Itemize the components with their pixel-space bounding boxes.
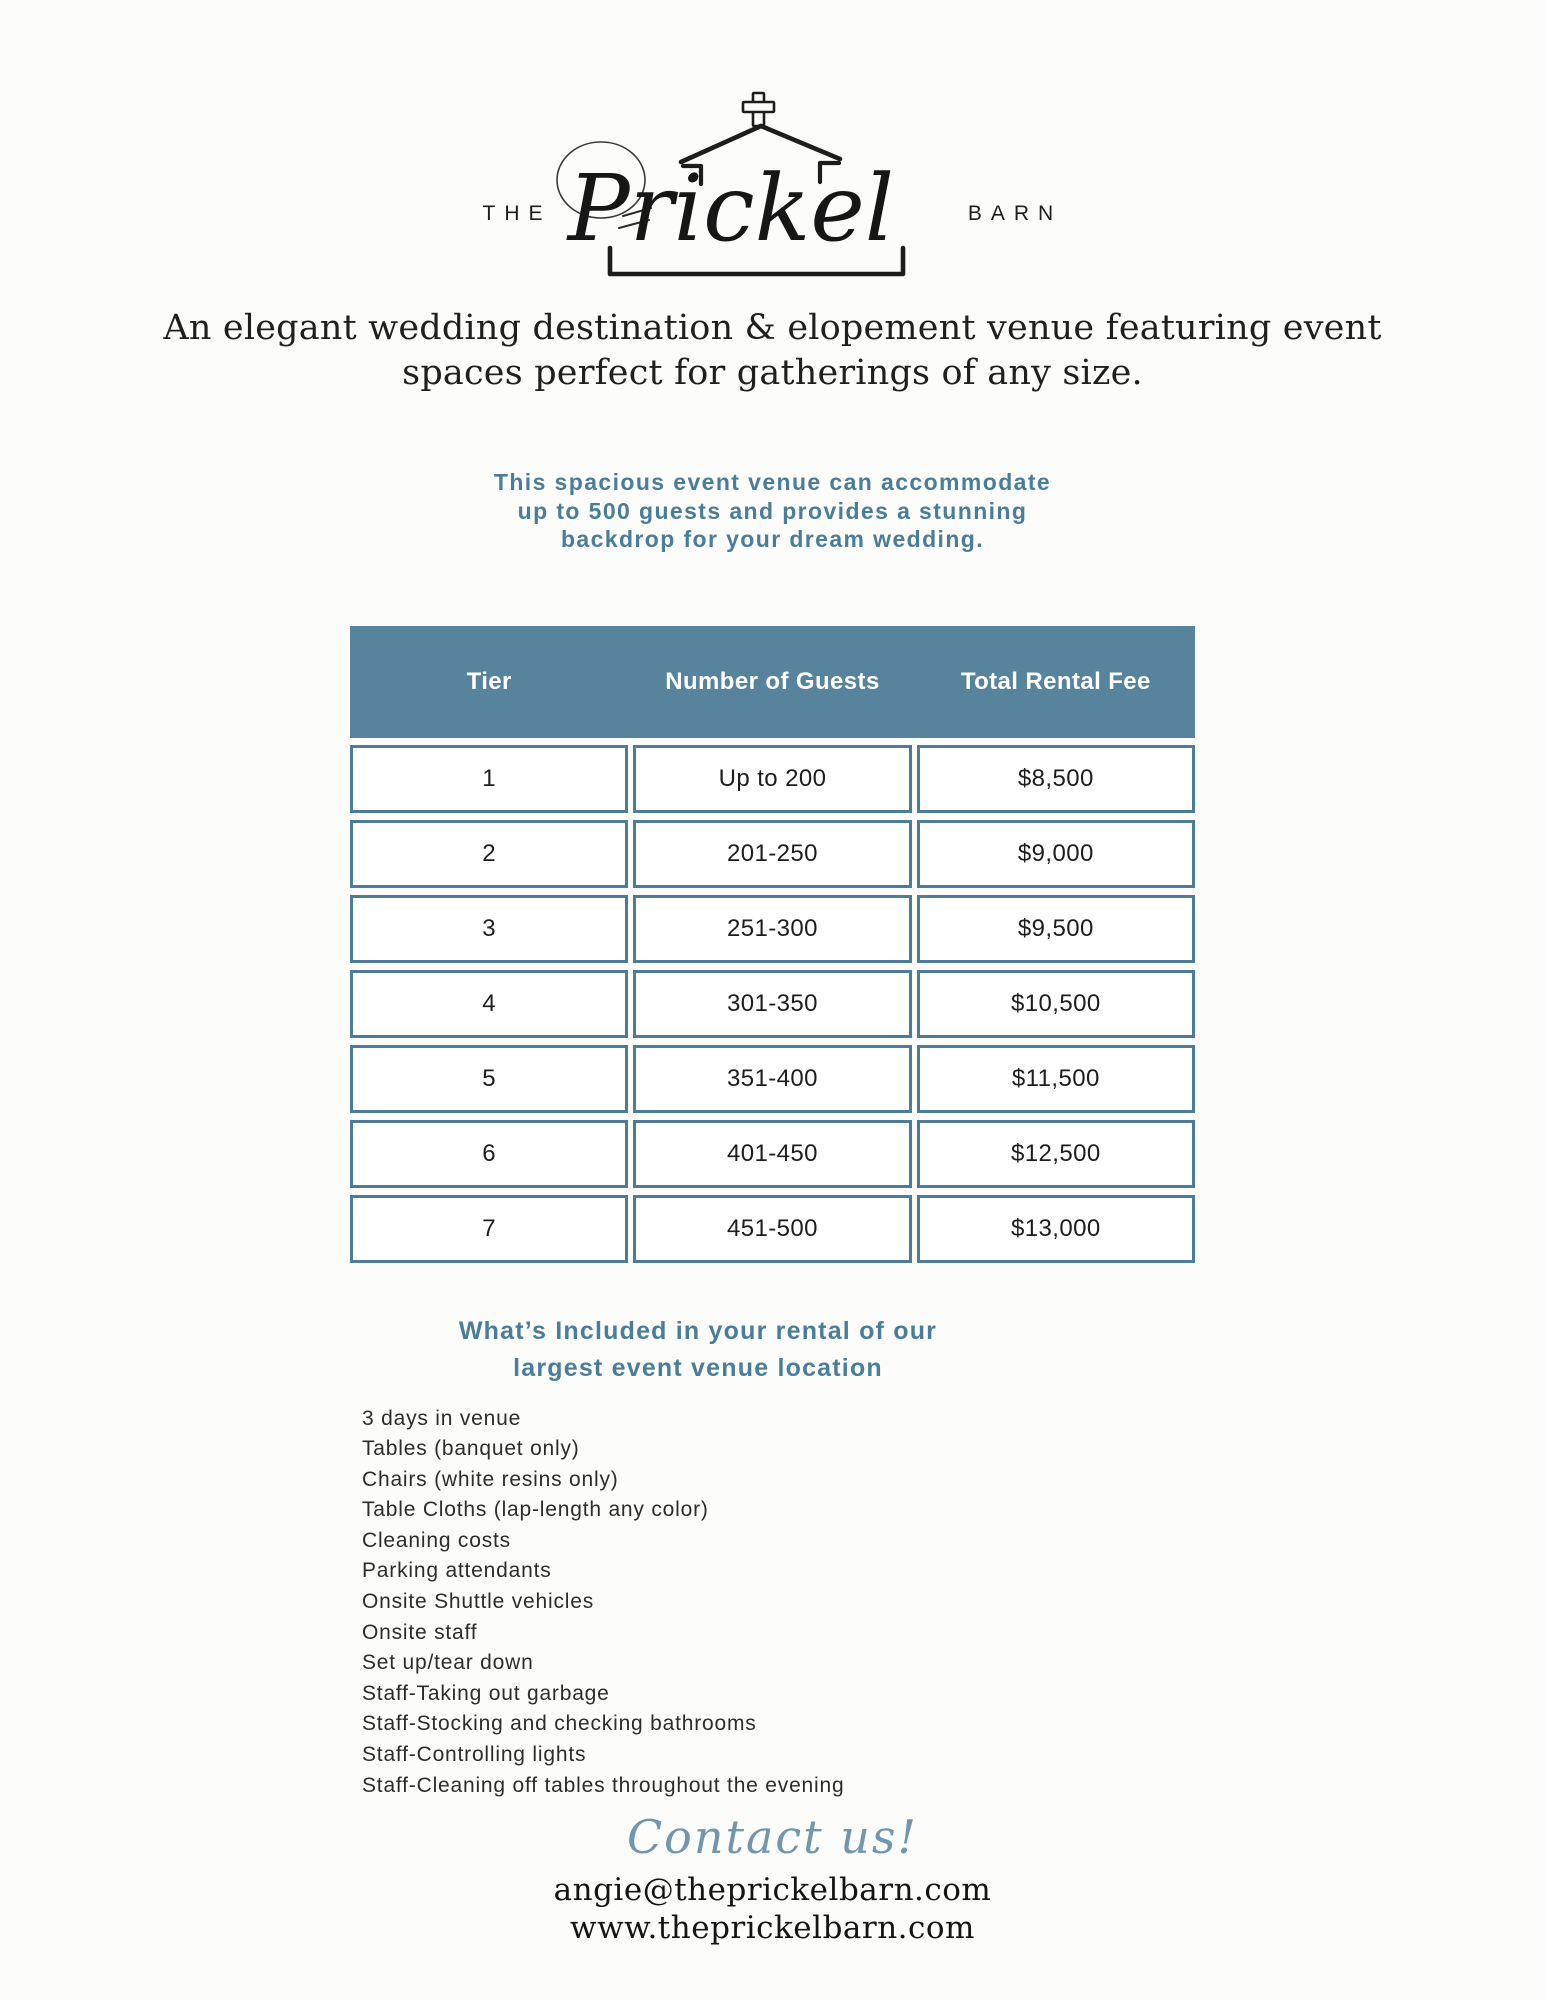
contact-website: www.theprickelbarn.com bbox=[570, 1910, 975, 1947]
table-cell: $12,500 bbox=[917, 1120, 1195, 1188]
tagline-line: spaces perfect for gatherings of any size. bbox=[402, 353, 1143, 393]
logo-graphic bbox=[473, 88, 1073, 288]
cross-icon bbox=[743, 93, 774, 126]
table-cell: $13,000 bbox=[917, 1195, 1195, 1263]
intro-line: backdrop for your dream wedding. bbox=[560, 526, 985, 552]
table-cell: 1 bbox=[350, 745, 628, 813]
included-list bbox=[362, 1404, 1034, 1802]
table-cell: 6 bbox=[350, 1120, 628, 1188]
contact-label: Contact us! bbox=[626, 1810, 918, 1865]
included-heading-line: largest event venue location bbox=[513, 1353, 883, 1382]
table-row bbox=[350, 1120, 1195, 1188]
logo-script: Prickel bbox=[567, 155, 894, 262]
list-item: Onsite staff bbox=[362, 1620, 478, 1644]
included-heading bbox=[362, 1313, 1034, 1387]
header-cell-tier: Tier bbox=[466, 667, 512, 695]
list-item: Onsite Shuttle vehicles bbox=[362, 1590, 595, 1614]
logo-barn: BARN bbox=[967, 202, 1062, 225]
header-cell-guests: Number of Guests bbox=[665, 667, 880, 695]
list-item: 3 days in venue bbox=[362, 1406, 522, 1430]
intro-text bbox=[0, 468, 1545, 554]
table-cell: 201-250 bbox=[633, 820, 911, 888]
header-cell-fee: Total Rental Fee bbox=[960, 667, 1151, 695]
list-item: Chairs (white resins only) bbox=[362, 1467, 619, 1491]
logo-the: THE bbox=[482, 202, 551, 225]
table-cell: 351-400 bbox=[633, 1045, 911, 1113]
table-cell: 301-350 bbox=[633, 970, 911, 1038]
list-item: Tables (banquet only) bbox=[362, 1437, 580, 1461]
list-item: Staff-Controlling lights bbox=[362, 1743, 587, 1767]
table-cell: $9,500 bbox=[917, 895, 1195, 963]
list-item: Staff-Cleaning off tables throughout the evening bbox=[362, 1773, 845, 1797]
contact-section bbox=[0, 1807, 1545, 1947]
contact-email: angie@theprickelbarn.com bbox=[553, 1872, 992, 1909]
table-row bbox=[350, 745, 1195, 813]
intro-line: This spacious event venue can accommodate bbox=[493, 469, 1052, 495]
table-row bbox=[350, 970, 1195, 1038]
table-header-row bbox=[350, 626, 1195, 738]
table-cell: 2 bbox=[350, 820, 628, 888]
logo bbox=[473, 88, 1073, 288]
table-cell: $8,500 bbox=[917, 745, 1195, 813]
list-item: Staff-Taking out garbage bbox=[362, 1681, 610, 1705]
table-cell: 401-450 bbox=[633, 1120, 911, 1188]
list-item: Cleaning costs bbox=[362, 1528, 511, 1552]
pricing-table-body bbox=[350, 745, 1195, 1263]
list-item: Parking attendants bbox=[362, 1559, 552, 1583]
table-row bbox=[350, 820, 1195, 888]
included-heading-line: What’s Included in your rental of our bbox=[458, 1316, 938, 1345]
table-cell: 4 bbox=[350, 970, 628, 1038]
list-item: Set up/tear down bbox=[362, 1651, 534, 1675]
list-item: Table Cloths (lap-length any color) bbox=[362, 1498, 709, 1522]
list-item: Staff-Stocking and checking bathrooms bbox=[362, 1712, 757, 1736]
table-cell: $11,500 bbox=[917, 1045, 1195, 1113]
table-row bbox=[350, 1045, 1195, 1113]
table-cell: 3 bbox=[350, 895, 628, 963]
tagline-line: An elegant wedding destination & elopement venue featuring event bbox=[163, 308, 1382, 348]
pricing-table bbox=[350, 626, 1195, 1263]
table-cell: 251-300 bbox=[633, 895, 911, 963]
table-cell: 451-500 bbox=[633, 1195, 911, 1263]
intro-line: up to 500 guests and provides a stunning bbox=[517, 497, 1028, 524]
included-section bbox=[362, 1313, 1034, 1802]
table-cell: 5 bbox=[350, 1045, 628, 1113]
table-cell: Up to 200 bbox=[633, 745, 911, 813]
table-cell: $10,500 bbox=[917, 970, 1195, 1038]
tagline bbox=[123, 306, 1423, 396]
table-cell: $9,000 bbox=[917, 820, 1195, 888]
table-row bbox=[350, 1195, 1195, 1263]
table-cell: 7 bbox=[350, 1195, 628, 1263]
table-row bbox=[350, 895, 1195, 963]
